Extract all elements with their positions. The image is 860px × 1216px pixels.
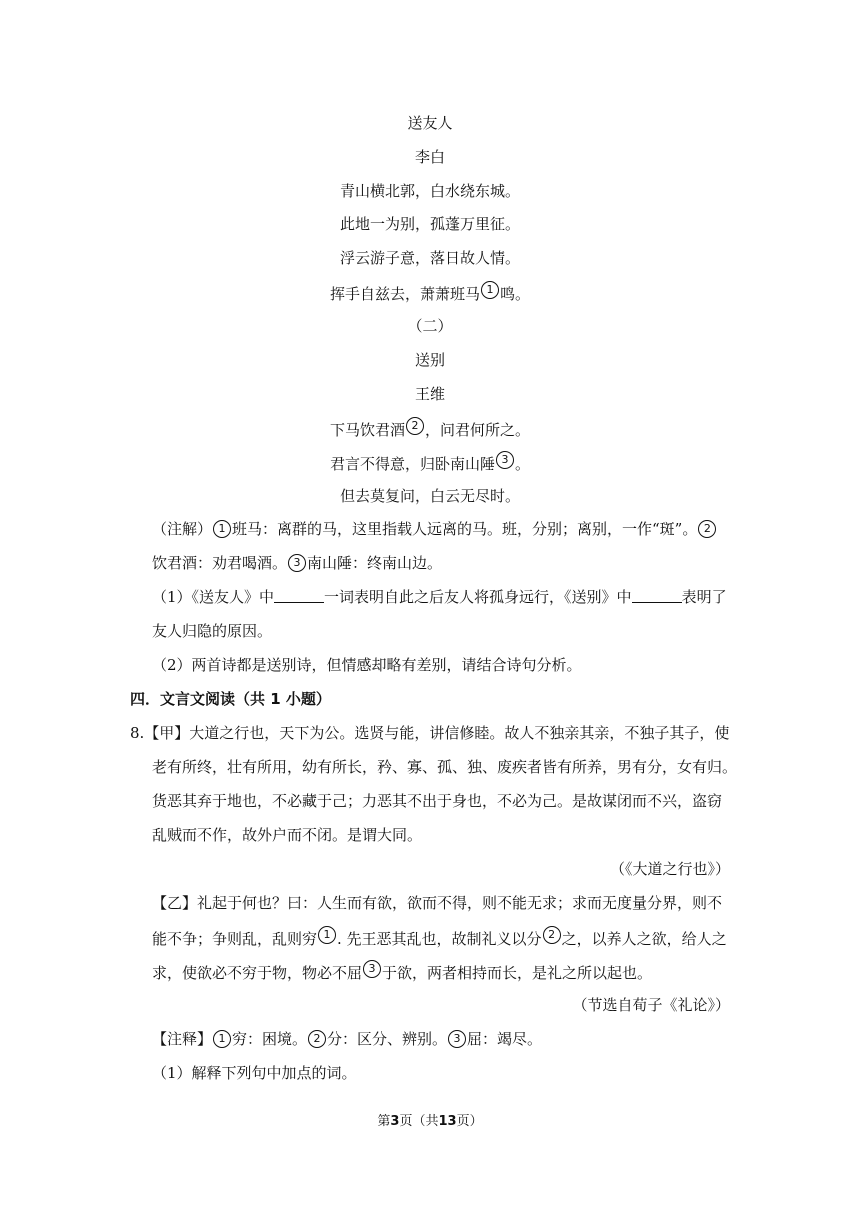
passage-a-line2: 老有所终，壮有所用，幼有所长，矜、寡、孤、独、废疾者皆有所养，男有分，女有归。 [152,758,738,776]
note-marker-b2: 2 [543,926,561,944]
notes-label: （注解） [152,520,213,538]
note-text-3: 南山陲：终南山边。 [307,554,443,572]
passage-b-line3-end: 于欲，两者相持而长，是礼之所以起也。 [382,964,653,982]
notes-line2 [152,552,442,573]
note-marker-b3: 3 [363,960,381,978]
passage-b-line3-text: 求，使欲必不穷于物，物必不屈 [152,964,363,982]
poem1-line4 [0,281,860,304]
question-1-part-a: （1）《送友人》中 [152,588,275,606]
poem1-title: 送友人 [407,114,453,132]
poem1-line2: 此地一为别，孤蓬万里征。 [339,215,520,233]
note-circle-3: 3 [288,554,306,572]
note-marker-1: 1 [481,281,499,299]
question-1 [152,586,727,607]
passage-b-line2-text: 能不争；争则乱，乱则穷 [152,930,318,948]
note-marker-2: 2 [406,417,424,435]
footer-page-number: 3 [390,1114,400,1129]
notes2-label: 【注释】 [152,1030,213,1048]
passage-a-line3: 货恶其弃于地也，不必藏于己；力恶其不出于身也，不必为己。是故谋闭而不兴，盗窃 [152,792,723,810]
poem2-title: 送别 [414,351,445,369]
poem2-line2-text: 君言不得意，归卧南山陲 [329,455,495,473]
question-1-part-c: 表明了 [681,588,727,606]
notes2-circle-2: 2 [308,1030,326,1048]
passage-a-line4: 乱贼而不作，故外户而不闭。是谓大同。 [152,826,423,844]
notes2-text-3: 屈：竭尽。 [467,1030,543,1048]
poem2-line2 [0,451,860,474]
answer-blank-2[interactable] [632,588,682,603]
note-circle-1: 1 [213,520,231,538]
answer-blank-1[interactable] [274,588,324,603]
note-text-2: 饮君酒：劝君喝酒。 [152,554,288,572]
question-3: （1）解释下列句中加点的词。 [152,1064,357,1082]
footer-suffix: 页） [456,1114,483,1129]
question-2: （2）两首诗都是送别诗，但情感却略有差别，请结合诗句分析。 [152,656,582,674]
passage-b-line3 [152,960,652,983]
poem2-line1 [0,417,860,440]
footer-middle: 页（共 [399,1114,439,1129]
notes2-text-2: 分：区分、辨别。 [327,1030,448,1048]
passage-b-line2-end: 之，以养人之欲，给人之 [561,930,727,948]
page-footer [0,1110,860,1129]
notes2-circle-1: 1 [213,1030,231,1048]
poem2-line3: 但去莫复问，白云无尽时。 [339,487,520,505]
note-marker-b1: 1 [318,926,336,944]
section-marker-2: （二） [407,317,453,335]
note-marker-3: 3 [496,451,514,469]
notes2-text-1: 穷：困境。 [232,1030,308,1048]
poem2-line1-end: ，问君何所之。 [425,421,531,439]
poem1-line3: 浮云游子意，落日故人情。 [339,249,520,267]
passage-b-line1: 【乙】礼起于何也？曰：人生而有欲，欲而不得，则不能无求；求而无度量分界，则不 [152,894,723,912]
question-1-cont: 友人归隐的原因。 [152,622,273,640]
notes2-circle-3: 3 [448,1030,466,1048]
question-1-part-b: 一词表明自此之后友人将孤身远行，《送别》中 [324,588,632,606]
passage-a-line1: 8.【甲】大道之行也，天下为公。选贤与能，讲信修睦。故人不独亲其亲，不独子其子，使 [130,724,730,742]
poem1-line4-text: 挥手自兹去，萧萧班马 [329,285,480,303]
poem1-author: 李白 [414,148,445,166]
footer-total-pages: 13 [438,1114,457,1129]
poem2-line1-text: 下马饮君酒 [329,421,405,439]
passage-b-line2 [152,926,727,949]
passage-b-line2-mid: . 先王恶其乱也，故制礼义以分 [337,930,542,948]
passage-b-source: （节选自荀子《礼论》） [572,996,730,1014]
notes-line1 [152,518,717,539]
note-text-1: 班马：离群的马，这里指载人远离的马。班，分别；离别，一作“斑”。 [232,520,698,538]
poem2-line2-end: 。 [515,455,531,473]
note-circle-2: 2 [698,520,716,538]
footer-prefix: 第 [377,1114,391,1129]
section-4-heading: 四．文言文阅读（共 1 小题） [130,690,331,708]
passage-a-source: （《大道之行也》） [609,860,730,878]
poem1-line1: 青山横北郭，白水绕东城。 [339,182,520,200]
poem2-author: 王维 [414,385,445,403]
poem1-line4-end: 鸣。 [500,285,531,303]
notes2-line [152,1028,542,1049]
